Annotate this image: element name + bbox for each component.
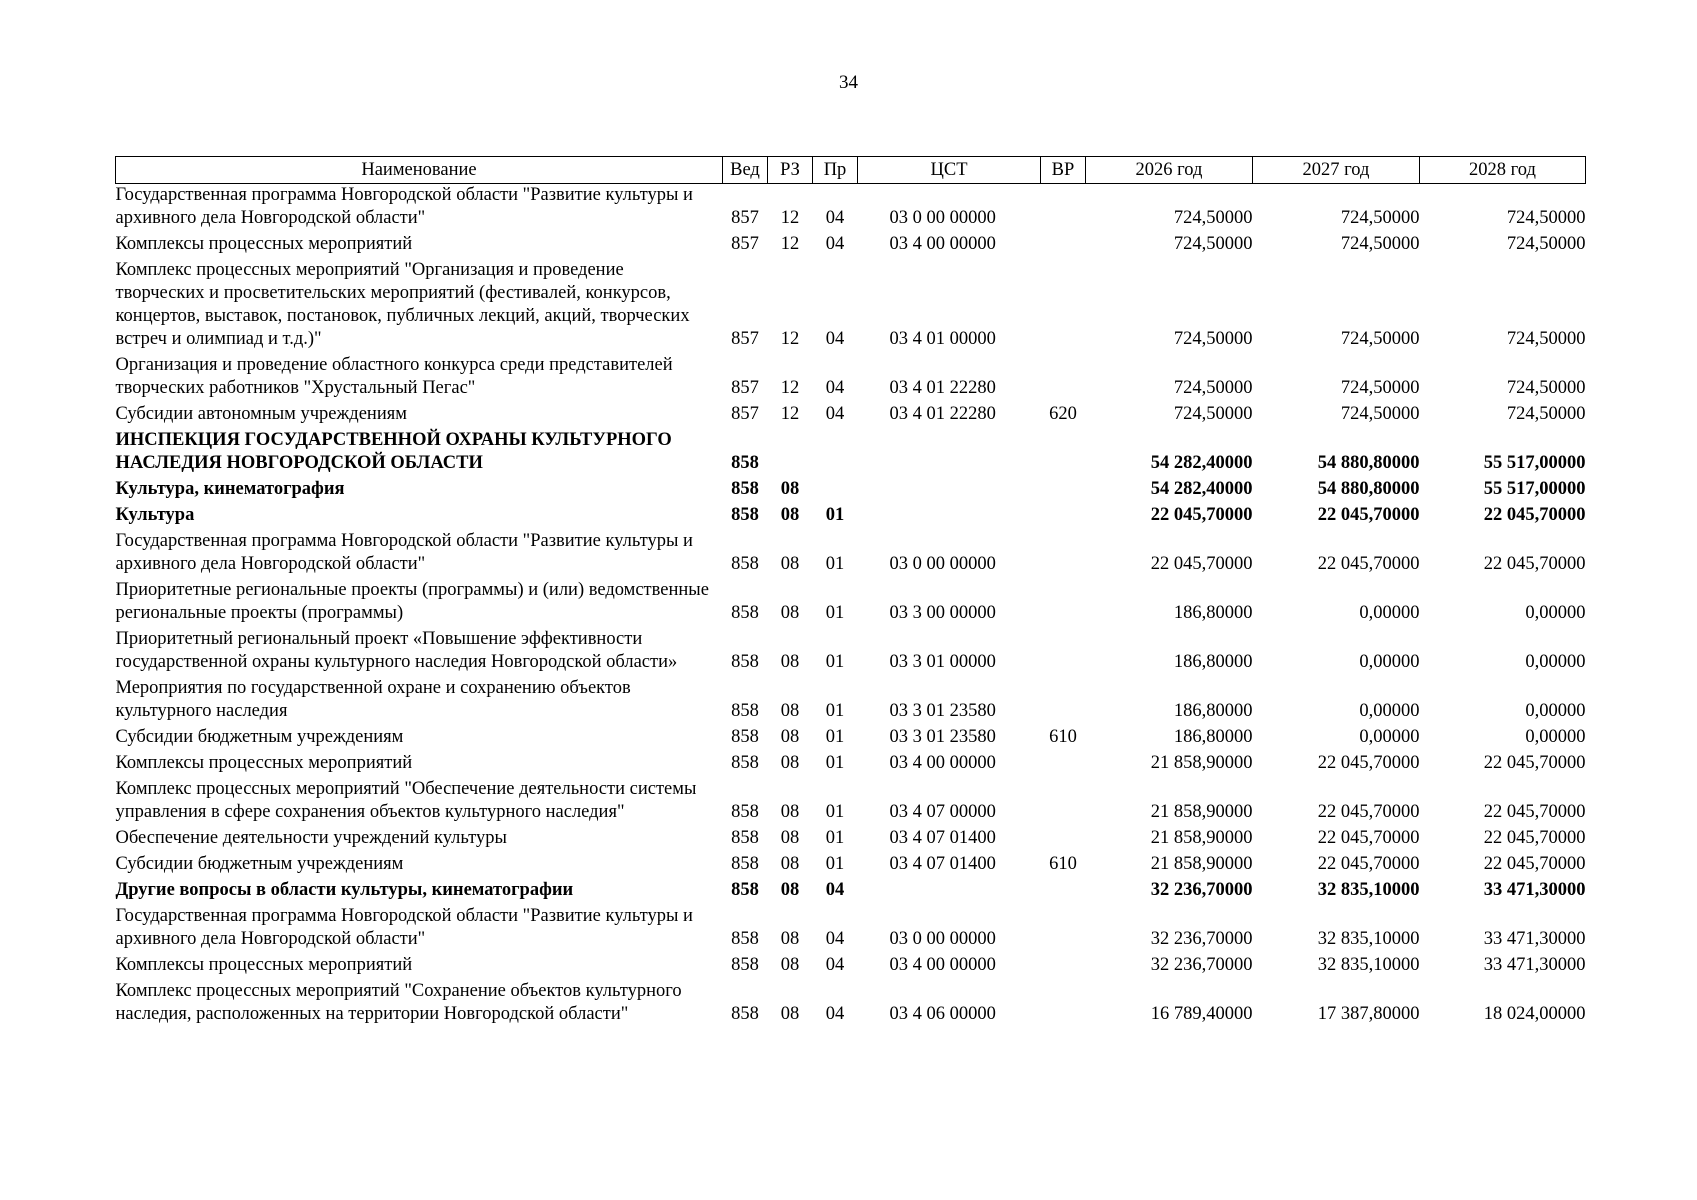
cell-2028: 724,50000 — [1506, 378, 1586, 398]
cell-2028: 22 045,70000 — [1483, 753, 1586, 773]
cell-name: Субсидии бюджетным учреждениям — [115, 854, 404, 874]
cell-2027: 724,50000 — [1340, 234, 1420, 254]
cell-name: Обеспечение деятельности учреждений культуры — [115, 828, 507, 848]
cell-rz: 08 — [780, 955, 800, 975]
cell-rz: 08 — [780, 828, 800, 848]
cell-vr: 610 — [1049, 727, 1077, 747]
table-row — [116, 233, 1586, 259]
cell-cst: 03 4 00 00000 — [889, 234, 996, 254]
cell-cst: 03 3 01 00000 — [889, 652, 996, 672]
cell-ved: 858 — [731, 652, 759, 672]
cell-rz: 08 — [780, 929, 800, 949]
cell-cst: 03 4 07 01400 — [889, 854, 996, 874]
table-row — [116, 628, 1586, 677]
table-row — [116, 259, 1586, 354]
cell-2027: 32 835,10000 — [1317, 929, 1420, 949]
cell-2028: 22 045,70000 — [1483, 854, 1586, 874]
cell-ved: 858 — [731, 554, 759, 574]
cell-name: Организация и проведение областного конкурса среди представителей творческих работников "Хрустальный Пегас" — [115, 355, 673, 398]
cell-vr — [1041, 628, 1086, 677]
cell-rz: 08 — [780, 603, 800, 623]
cell-pr: 01 — [825, 603, 845, 623]
cell-pr: 01 — [825, 854, 845, 874]
cell-pr: 01 — [825, 802, 845, 822]
table-row — [116, 980, 1586, 1029]
cell-pr: 01 — [825, 753, 845, 773]
cell-rz: 08 — [780, 802, 800, 822]
cell-pr: 01 — [825, 828, 845, 848]
cell-2026: 724,50000 — [1173, 234, 1253, 254]
cell-ved: 858 — [731, 880, 759, 900]
cell-name: Комплекс процессных мероприятий "Организация и проведение творческих и просветительских мероприятий (фестивалей, конкурсов, концертов, выставок, постановок, публичных лекций, акций, творческих встреч и олимпиад и т.д.)" — [115, 260, 690, 349]
col-header-pr: Пр — [813, 157, 858, 184]
cell-2028: 22 045,70000 — [1483, 828, 1586, 848]
cell-name: Приоритетный региональный проект «Повышение эффективности государственной охраны культурного наследия Новгородской области» — [115, 629, 678, 672]
cell-vr — [1041, 879, 1086, 905]
cell-cst: 03 4 07 00000 — [889, 802, 996, 822]
cell-name: Субсидии автономным учреждениям — [115, 404, 407, 424]
cell-2026: 186,80000 — [1173, 701, 1253, 721]
cell-cst: 03 3 01 23580 — [889, 701, 996, 721]
cell-2027: 724,50000 — [1340, 378, 1420, 398]
cell-name: Другие вопросы в области культуры, кинематографии — [115, 880, 574, 900]
cell-pr: 01 — [825, 652, 845, 672]
cell-2026: 724,50000 — [1173, 378, 1253, 398]
cell-name: Государственная программа Новгородской области "Развитие культуры и архивного дела Новгородской области" — [115, 906, 693, 949]
cell-pr: 04 — [825, 880, 845, 900]
cell-ved: 858 — [731, 479, 759, 499]
table-row — [116, 579, 1586, 628]
cell-name: Государственная программа Новгородской области "Развитие культуры и архивного дела Новгородской области" — [115, 185, 693, 228]
cell-pr — [813, 429, 858, 478]
cell-2027: 0,00000 — [1359, 603, 1420, 623]
cell-rz: 12 — [780, 208, 800, 228]
cell-2027: 32 835,10000 — [1317, 880, 1420, 900]
budget-table — [115, 156, 1586, 1029]
cell-2028: 33 471,30000 — [1483, 955, 1586, 975]
cell-pr: 01 — [825, 554, 845, 574]
cell-2026: 32 236,70000 — [1150, 955, 1253, 975]
cell-ved: 858 — [731, 453, 759, 473]
cell-ved: 858 — [731, 802, 759, 822]
table-row — [116, 954, 1586, 980]
cell-ved: 858 — [731, 929, 759, 949]
cell-rz: 12 — [780, 378, 800, 398]
cell-cst — [858, 478, 1041, 504]
cell-2027: 0,00000 — [1359, 727, 1420, 747]
cell-rz: 08 — [780, 652, 800, 672]
cell-vr — [1041, 233, 1086, 259]
cell-cst: 03 0 00 00000 — [889, 208, 996, 228]
cell-cst: 03 0 00 00000 — [889, 554, 996, 574]
cell-2026: 22 045,70000 — [1150, 505, 1253, 525]
cell-2027: 22 045,70000 — [1317, 505, 1420, 525]
table-row — [116, 778, 1586, 827]
cell-2028: 55 517,00000 — [1483, 479, 1586, 499]
table-row — [116, 478, 1586, 504]
col-header-ved: Вед — [723, 157, 768, 184]
cell-cst — [858, 504, 1041, 530]
cell-2026: 54 282,40000 — [1150, 479, 1253, 499]
cell-2026: 186,80000 — [1173, 603, 1253, 623]
cell-ved: 858 — [731, 1004, 759, 1024]
cell-cst: 03 4 07 01400 — [889, 828, 996, 848]
cell-ved: 858 — [731, 701, 759, 721]
cell-2027: 54 880,80000 — [1317, 479, 1420, 499]
cell-2028: 724,50000 — [1506, 329, 1586, 349]
cell-2027: 724,50000 — [1340, 208, 1420, 228]
cell-name: Субсидии бюджетным учреждениям — [115, 727, 404, 747]
cell-2027: 22 045,70000 — [1317, 753, 1420, 773]
cell-cst: 03 3 01 23580 — [889, 727, 996, 747]
table-row — [116, 726, 1586, 752]
cell-rz: 12 — [780, 329, 800, 349]
cell-vr — [1041, 530, 1086, 579]
cell-pr: 01 — [825, 701, 845, 721]
cell-2028: 33 471,30000 — [1483, 929, 1586, 949]
cell-2026: 22 045,70000 — [1150, 554, 1253, 574]
cell-2027: 0,00000 — [1359, 652, 1420, 672]
cell-2027: 22 045,70000 — [1317, 554, 1420, 574]
cell-rz: 08 — [780, 505, 800, 525]
cell-2026: 186,80000 — [1173, 652, 1253, 672]
cell-2027: 17 387,80000 — [1317, 1004, 1420, 1024]
cell-rz: 12 — [780, 234, 800, 254]
cell-pr: 04 — [825, 955, 845, 975]
cell-vr — [1041, 954, 1086, 980]
cell-2026: 21 858,90000 — [1150, 802, 1253, 822]
cell-cst: 03 4 01 00000 — [889, 329, 996, 349]
cell-2028: 0,00000 — [1525, 603, 1586, 623]
cell-2026: 21 858,90000 — [1150, 828, 1253, 848]
cell-pr: 04 — [825, 234, 845, 254]
cell-pr: 04 — [825, 208, 845, 228]
cell-cst: 03 3 00 00000 — [889, 603, 996, 623]
cell-2028: 724,50000 — [1506, 208, 1586, 228]
cell-cst: 03 4 01 22280 — [889, 378, 996, 398]
cell-2028: 22 045,70000 — [1483, 802, 1586, 822]
cell-ved: 857 — [731, 329, 759, 349]
cell-2027: 724,50000 — [1340, 329, 1420, 349]
table-row — [116, 504, 1586, 530]
table-row — [116, 853, 1586, 879]
col-header-2027: 2027 год — [1253, 157, 1420, 184]
table-row — [116, 677, 1586, 726]
cell-2026: 54 282,40000 — [1150, 453, 1253, 473]
cell-vr — [1041, 905, 1086, 954]
table-row — [116, 752, 1586, 778]
cell-2027: 724,50000 — [1340, 404, 1420, 424]
cell-name: Мероприятия по государственной охране и сохранению объектов культурного наследия — [115, 678, 631, 721]
cell-name: ИНСПЕКЦИЯ ГОСУДАРСТВЕННОЙ ОХРАНЫ КУЛЬТУРНОГО НАСЛЕДИЯ НОВГОРОДСКОЙ ОБЛАСТИ — [115, 430, 672, 473]
cell-cst: 03 4 00 00000 — [889, 955, 996, 975]
cell-vr — [1041, 354, 1086, 403]
col-header-name: Наименование — [116, 157, 723, 184]
cell-rz: 08 — [780, 753, 800, 773]
table-row — [116, 879, 1586, 905]
cell-pr: 04 — [825, 329, 845, 349]
cell-cst: 03 0 00 00000 — [889, 929, 996, 949]
col-header-2028: 2028 год — [1420, 157, 1586, 184]
cell-2026: 21 858,90000 — [1150, 753, 1253, 773]
cell-ved: 858 — [731, 753, 759, 773]
cell-vr — [1041, 259, 1086, 354]
table-row — [116, 429, 1586, 478]
col-header-vr: ВР — [1041, 157, 1086, 184]
cell-name: Государственная программа Новгородской области "Развитие культуры и архивного дела Новгородской области" — [115, 531, 693, 574]
cell-cst: 03 4 00 00000 — [889, 753, 996, 773]
cell-2028: 0,00000 — [1525, 652, 1586, 672]
cell-rz: 08 — [780, 479, 800, 499]
page-number: 34 — [839, 72, 858, 93]
cell-rz: 08 — [780, 554, 800, 574]
cell-name: Комплекс процессных мероприятий "Обеспечение деятельности системы управления в сфере сохранения объектов культурного наследия" — [115, 779, 697, 822]
cell-2027: 22 045,70000 — [1317, 854, 1420, 874]
cell-2027: 22 045,70000 — [1317, 802, 1420, 822]
cell-vr: 610 — [1049, 854, 1077, 874]
cell-pr: 04 — [825, 378, 845, 398]
cell-ved: 857 — [731, 208, 759, 228]
cell-rz: 08 — [780, 854, 800, 874]
cell-2026: 16 789,40000 — [1150, 1004, 1253, 1024]
table-row — [116, 403, 1586, 429]
cell-2028: 55 517,00000 — [1483, 453, 1586, 473]
cell-2028: 33 471,30000 — [1483, 880, 1586, 900]
table-header-row — [116, 157, 1586, 184]
cell-vr: 620 — [1049, 404, 1077, 424]
cell-2028: 724,50000 — [1506, 234, 1586, 254]
table-row — [116, 827, 1586, 853]
cell-pr: 04 — [825, 929, 845, 949]
cell-vr — [1041, 980, 1086, 1029]
cell-vr — [1041, 827, 1086, 853]
cell-2028: 22 045,70000 — [1483, 554, 1586, 574]
cell-vr — [1041, 184, 1086, 234]
cell-vr — [1041, 504, 1086, 530]
col-header-2026: 2026 год — [1086, 157, 1253, 184]
col-header-rz: РЗ — [768, 157, 813, 184]
cell-ved: 858 — [731, 603, 759, 623]
cell-2026: 724,50000 — [1173, 329, 1253, 349]
cell-name: Приоритетные региональные проекты (программы) и (или) ведомственные региональные проекты (программы) — [115, 580, 709, 623]
cell-vr — [1041, 579, 1086, 628]
cell-2028: 724,50000 — [1506, 404, 1586, 424]
cell-name: Культура — [115, 505, 195, 525]
cell-2028: 18 024,00000 — [1483, 1004, 1586, 1024]
cell-cst — [858, 879, 1041, 905]
cell-ved: 857 — [731, 378, 759, 398]
table-row — [116, 905, 1586, 954]
cell-2027: 54 880,80000 — [1317, 453, 1420, 473]
cell-ved: 858 — [731, 854, 759, 874]
cell-cst — [858, 429, 1041, 478]
cell-2028: 0,00000 — [1525, 701, 1586, 721]
cell-vr — [1041, 429, 1086, 478]
cell-2028: 22 045,70000 — [1483, 505, 1586, 525]
cell-rz — [768, 429, 813, 478]
table-row — [116, 354, 1586, 403]
cell-2027: 0,00000 — [1359, 701, 1420, 721]
cell-2026: 724,50000 — [1173, 404, 1253, 424]
cell-rz: 08 — [780, 701, 800, 721]
cell-name: Комплексы процессных мероприятий — [115, 753, 413, 773]
cell-rz: 08 — [780, 880, 800, 900]
table-body — [116, 184, 1586, 1030]
cell-vr — [1041, 752, 1086, 778]
table-row — [116, 530, 1586, 579]
cell-cst: 03 4 06 00000 — [889, 1004, 996, 1024]
cell-name: Комплексы процессных мероприятий — [115, 234, 413, 254]
cell-ved: 857 — [731, 404, 759, 424]
cell-ved: 858 — [731, 955, 759, 975]
cell-2026: 724,50000 — [1173, 208, 1253, 228]
cell-vr — [1041, 478, 1086, 504]
cell-name: Комплексы процессных мероприятий — [115, 955, 413, 975]
cell-2026: 186,80000 — [1173, 727, 1253, 747]
table-row — [116, 184, 1586, 234]
cell-2026: 21 858,90000 — [1150, 854, 1253, 874]
cell-2028: 0,00000 — [1525, 727, 1586, 747]
cell-2026: 32 236,70000 — [1150, 929, 1253, 949]
cell-ved: 858 — [731, 828, 759, 848]
cell-2026: 32 236,70000 — [1150, 880, 1253, 900]
cell-pr — [813, 478, 858, 504]
cell-rz: 08 — [780, 727, 800, 747]
cell-pr: 04 — [825, 1004, 845, 1024]
cell-cst: 03 4 01 22280 — [889, 404, 996, 424]
cell-ved: 857 — [731, 234, 759, 254]
cell-ved: 858 — [731, 505, 759, 525]
cell-2027: 32 835,10000 — [1317, 955, 1420, 975]
cell-2027: 22 045,70000 — [1317, 828, 1420, 848]
cell-pr: 01 — [825, 727, 845, 747]
cell-vr — [1041, 677, 1086, 726]
cell-pr: 01 — [825, 505, 845, 525]
cell-rz: 12 — [780, 404, 800, 424]
col-header-cst: ЦСТ — [858, 157, 1041, 184]
cell-pr: 04 — [825, 404, 845, 424]
cell-name: Культура, кинематография — [115, 479, 345, 499]
cell-rz: 08 — [780, 1004, 800, 1024]
cell-ved: 858 — [731, 727, 759, 747]
cell-name: Комплекс процессных мероприятий "Сохранение объектов культурного наследия, расположенных на территории Новгородской области" — [115, 981, 682, 1024]
cell-vr — [1041, 778, 1086, 827]
